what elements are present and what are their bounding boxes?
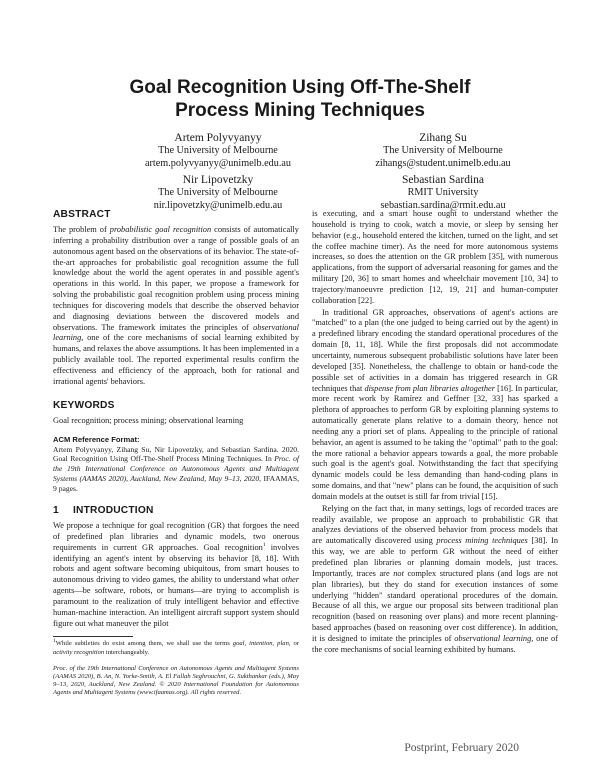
author-name: Zihang Su [419, 132, 467, 144]
abstract-emphasis: probabilistic goal recognition [109, 225, 212, 234]
author-name: Artem Polyvyanyy [174, 132, 262, 144]
author-block-3 [98, 173, 338, 212]
abstract-heading: ABSTRACT [53, 209, 111, 220]
author-name: Sebastian Sardina [401, 174, 485, 186]
section-heading-introduction [53, 505, 299, 517]
intro-paragraph: We propose a technique for goal recognition (GR) that forgoes the need of predefined plan libraries and dynamic models, two onerous requirements in current GR approaches. Goal recognition$^1$ involves identifying an agent's intent by observing its behavior [8, 18]. With robots and agent software becoming ubiquitous, from smart houses to autonomous driving to video games, the ability to understand what other agents—be software, robots, or humans—are trying to accomplish is paramount to the realization of truly intelligent behavior and effective human-machine interaction. An intelligent aircraft support system should figure out what maneuver the pilot [53, 521, 299, 628]
conference-note: Proc. of the 19th International Conference on Autonomous Agents and Multiagent Systems (AAMAS 2020), B. An, N. Yorke-Smith, A. El Fallah Seghrouchni, G. Sukthankar (eds.), May 9–13, 2020, Auckland, New Zealand. © 2020 International Foundation for Autonomous Agents and Multiagent Systems (www.ifaamas.org). All rights reserved. [53, 664, 299, 697]
postprint-stamp: Postprint, February 2020 [404, 742, 519, 754]
keywords-text: Goal recognition; process mining; observational learning [53, 415, 244, 425]
author-email: zihangs@student.unimelb.edu.au [375, 157, 511, 169]
right-paragraph-3: Relying on the fact that, in many settings, logs of recorded traces are readily available, we propose an approach to probabilistic GR that analyzes deviations of the observed behavior from process models that are automatically discovered using process mining techniques [38]. In this way, we are able to perform GR without the need of either predefined plan libraries or planning domain models, just traces. Importantly, traces are not complex structured plans (and logs are not plan libraries), but they do stand for execution instances of some underlying "hidden" standard operational procedures of the domain. Because of all this, we argue our proposal sits between traditional plan recognition (based on reasoning over plans) and more recent planning-based approaches (based on reasoning over cost difference). In addition, it is designed to imitate the principles of observational learning, one of the core mechanisms of social learning exhibited by humans. [312, 503, 559, 654]
author-block-2 [323, 131, 563, 170]
acm-reference [53, 435, 299, 495]
keywords-heading: KEYWORDS [53, 399, 115, 411]
paper-title [0, 76, 600, 122]
right-paragraph-2: In traditional GR approaches, observations of agent's actions are "matched" to a plan (the one judged to being carried out by the agent) in a predefined library encoding the standard operational procedures of the domain [8, 11, 18]. While the first proposals did not accommodate uncertainty, numerous subsequent probabilistic solutions have later been developed [35]. Nonetheless, the challenge to obtain or hand-code the possible set of activities in a domain has triggered research in GR techniques that dispense from plan libraries altogether [16]. In particular, more recent work by Ramírez and Geffner [32, 33] has sparked a plethora of approaches to perform GR by exploiting planning systems to automatically generate plans relative to a domain theory, hence not needing any a priori set of plans. Appealing to the principle of rational behavior, an agent is assumed to be taking the "optimal" path to the goal: the more rational a behavior appears towards a goal, the more probable such goal is the agent's goal. Notwithstanding the fact that specifying dynamic models could be less demanding than hand-coding plans in some domains, and that "new" plans can be found, the acquisition of such domain models at the outset is still far from trivial [15]. [312, 307, 559, 501]
title-line-2: Process Mining Techniques [175, 100, 425, 121]
footnote-area [53, 636, 299, 656]
footnote-rule [53, 636, 133, 637]
acm-reference-text: Artem Polyvyanyy, Zihang Su, Nir Lipovetzky, and Sebastian Sardina. 2020. Goal Recognition Using Off-The-Shelf Process Mining Techniques. In Proc. of the 19th International Conference on Autonomous Agents and Multiagent Systems (AAMAS 2020), Auckland, New Zealand, May 9–13, 2020, IFAAMAS, 9 pages. [53, 444, 300, 494]
right-paragraph-1: is executing, and a smart house ought to understand whether the household is trying to cook, watch a movie, or sleep by sensing her behavior (e.g., household entered the kitchen, turned on the light, and set the coffee machine timer). As the need for more autonomous systems increases, so does the attention on the GR problem [35], with numerous applications, from the support of adversarial reasoning for games and the military [20, 36] to smart homes and wheelchair movement [10, 34] to trajectory/manoeuvre prediction [12, 19, 21] and human-computer collaboration [22]. [312, 209, 558, 305]
author-block-4 [323, 173, 563, 212]
author-affiliation: The University of Melbourne [158, 145, 278, 156]
author-email: nir.lipovetzky@unimelb.edu.au [153, 199, 283, 211]
author-email: sebastian.sardina@rmit.edu.au [380, 199, 506, 211]
right-column [312, 209, 558, 656]
author-name: Nir Lipovetzky [182, 174, 254, 186]
left-column [53, 209, 299, 698]
author-affiliation: RMIT University [407, 187, 479, 198]
section-title: INTRODUCTION [73, 505, 154, 517]
footnote-text: $^1$While subtleties do exist among them, we shall use the terms goal, intention, plan, or activity recognition interchangeably. [53, 638, 299, 656]
author-affiliation: The University of Melbourne [158, 187, 278, 198]
footnote-reference: 1 [262, 541, 266, 548]
title-line-1: Goal Recognition Using Off-The-Shelf [129, 77, 471, 98]
section-number: 1 [53, 505, 59, 517]
author-email: artem.polyvyanyy@unimelb.edu.au [144, 157, 292, 169]
author-block-1 [98, 131, 338, 170]
acm-reference-heading: ACM Reference Format: [53, 434, 140, 444]
author-affiliation: The University of Melbourne [383, 145, 503, 156]
abstract-emphasis-2: observational learning [53, 322, 299, 343]
abstract-text: The problem of probabilistic goal recognition consists of automatically inferring a probability distribution over a range of possible goals of an autonomous agent based on the observations of its behavior. The state-of-the-art approaches for probabilistic goal recognition assume the full knowledge about the world the agent operates in and possible agent's operations in this world. In this paper, we propose a framework for solving the probabilistic goal recognition problem using process mining techniques for discovering models that describe the observed behavior and diagnosing deviations between the discovered models and observations. The framework imitates the principles of observational learning, one of the core mechanisms of social learning exhibited by humans, and relaxes the above assumptions. It has been implemented in a publicly available tool. The reported experimental results confirm the effectiveness and efficiency of the approach, both for rational and irrational agents' behaviors. [53, 225, 299, 386]
